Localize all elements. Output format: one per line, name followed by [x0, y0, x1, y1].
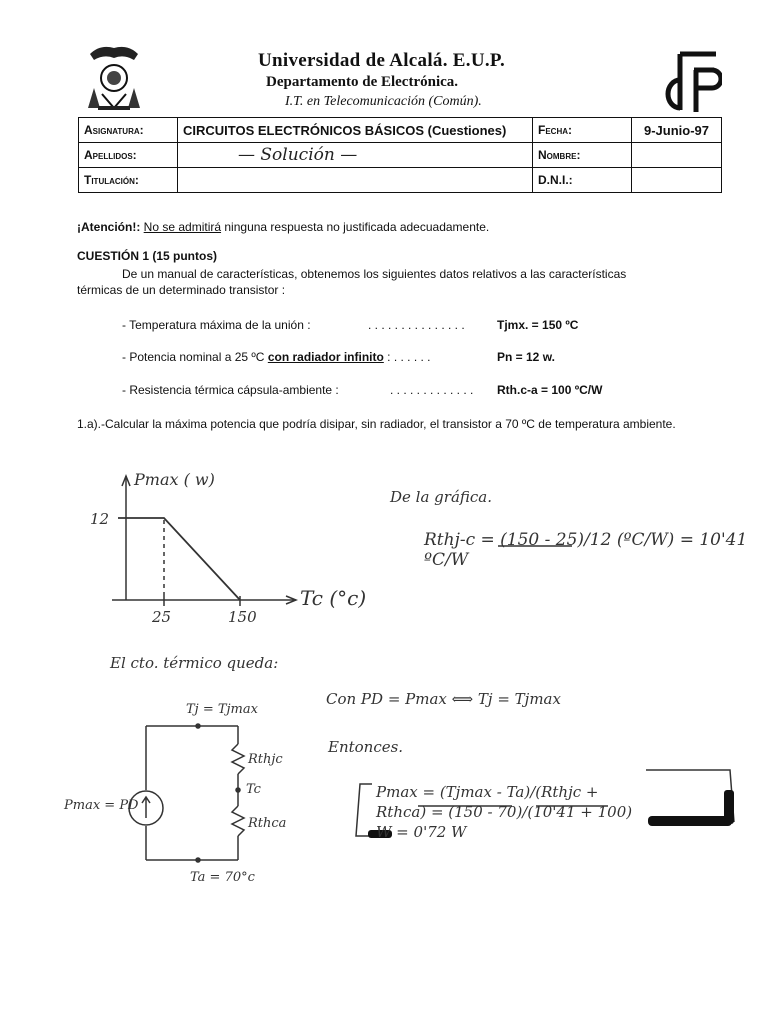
node-tj-label: Tj = Tjmax [186, 702, 258, 717]
resistor-rthca [232, 806, 244, 836]
formula-rthjc: Rthj-c = (150 - 25)/12 (ºC/W) = 10'41 ºC/W [424, 530, 748, 570]
current-source-arrow [142, 797, 150, 818]
apellidos-value: — Solución — [178, 143, 533, 168]
university-title: Universidad de Alcalá. E.U.P. [258, 50, 506, 71]
dni-label: D.N.I.: [533, 168, 632, 193]
graph-x-tick-150: 150 [228, 608, 257, 626]
attention-rest: ninguna respuesta no justificada adecuadamente. [221, 220, 490, 234]
result-highlight-right [648, 816, 732, 826]
asignatura-label: Asignatura: [79, 118, 178, 143]
spec-dots-1: . . . . . . . . . . . . . . . [368, 318, 465, 332]
source-label: Pmax = PD [64, 798, 139, 813]
question-intro-line-1: De un manual de características, obtenemos los siguientes datos relativos a las características [122, 267, 627, 281]
spec-value-1: Tjmx. = 150 ºC [497, 318, 579, 332]
question-part-a: 1.a).-Calcular la máxima potencia que podría disipar, sin radiador, el transistor a 70 ºC de temperatura ambiente. [77, 417, 676, 431]
question-intro-line-2: térmicas de un determinado transistor : [77, 283, 286, 297]
graph-x-label: Tc (°c) [300, 586, 367, 610]
graph-y-label: Pmax ( w) [134, 470, 215, 489]
result-formula: Pmax = (Tjmax - Ta)/(Rthjc + Rthca) = (150 - 70)/(10'41 + 100) W = 0'72 W [376, 783, 633, 841]
resistor-rthjc [232, 744, 244, 774]
node-tc [236, 788, 240, 792]
apellidos-label: Apellidos: [79, 143, 178, 168]
node-ta [196, 858, 200, 862]
spec-value-3: Rth.c-a = 100 ºC/W [497, 383, 603, 397]
result-highlight-bar [724, 790, 734, 824]
spec-label-2: - Potencia nominal a 25 ºC [122, 350, 265, 364]
resistor-rthca-label: Rthca [248, 816, 287, 831]
node-tj [196, 724, 200, 728]
nombre-label: Nombre: [533, 143, 632, 168]
condition-note: Con PD = Pmax ⟺ Tj = Tjmax [326, 690, 561, 708]
note-thermal-circuit: El cto. térmico queda: [110, 654, 279, 672]
question-title: CUESTIÓN 1 (15 puntos) [77, 249, 218, 263]
graph-curve [118, 518, 240, 600]
degree-subtitle: I.T. en Telecomunicación (Común). [285, 94, 482, 109]
graph-y-tick: 12 [90, 510, 110, 528]
fecha-label: Fecha: [533, 118, 632, 143]
spec-value-2: Pn = 12 w. [497, 350, 555, 364]
attention-underlined: No se admitirá [143, 220, 222, 234]
note-from-graph: De la gráfica. [390, 488, 493, 506]
asignatura-value: CIRCUITOS ELECTRÓNICOS BÁSICOS (Cuestiones) [178, 118, 533, 143]
graph-x-tick-25: 25 [152, 608, 172, 626]
note-then: Entonces. [328, 738, 404, 756]
attention-prefix: ¡Atención!: [77, 220, 141, 234]
spec-dots-2: : . . . . . . [387, 350, 431, 364]
titulacion-label: Titulación: [79, 168, 178, 193]
spec-dots-3: . . . . . . . . . . . . . [390, 383, 474, 397]
fecha-value: 9-Junio-97 [632, 118, 722, 143]
resistor-rthjc-label: Rthjc [248, 752, 283, 767]
spec-label-1: - Temperatura máxima de la unión : [122, 318, 311, 332]
node-tc-label: Tc [246, 782, 261, 797]
department-title: Departamento de Electrónica. [266, 74, 459, 90]
spec-label-3: - Resistencia térmica cápsula-ambiente : [122, 383, 339, 397]
spec-label-2-underlined: con radiador infinito [267, 350, 384, 364]
node-ta-label: Ta = 70°c [190, 870, 255, 885]
